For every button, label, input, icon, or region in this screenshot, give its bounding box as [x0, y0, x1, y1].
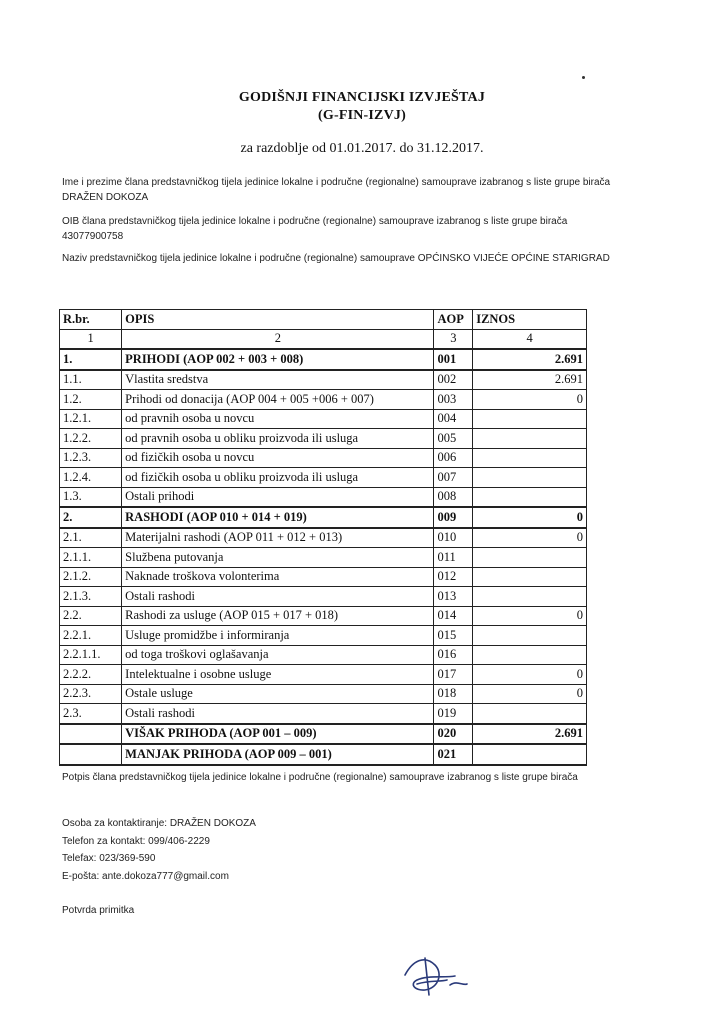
cell-iznos: 2.691 [473, 724, 587, 745]
cell-aop: 021 [434, 744, 473, 765]
table-row [60, 429, 587, 449]
cell-rbr: 1.1. [60, 370, 122, 390]
table-row [60, 528, 587, 548]
contact-fax: Telefax: 023/369-590 [62, 853, 156, 864]
col-number: 1 [60, 329, 122, 349]
cell-iznos [473, 487, 587, 507]
cell-opis: Službena putovanja [122, 548, 434, 568]
table-row [60, 507, 587, 528]
cell-rbr: 1.3. [60, 487, 122, 507]
table-row [60, 626, 587, 646]
member-oib-line: OIB člana predstavničkog tijela jedinice lokalne i područne (regionalne) samouprave izabranog s liste grupe birača 43077900758 [62, 216, 568, 242]
cell-aop: 006 [434, 448, 473, 468]
cell-opis: Intelektualne i osobne usluge [122, 665, 434, 685]
table-row [60, 744, 587, 765]
cell-iznos: 0 [473, 390, 587, 410]
col-number: 4 [473, 329, 587, 349]
cell-aop: 010 [434, 528, 473, 548]
cell-opis: Rashodi za usluge (AOP 015 + 017 + 018) [122, 606, 434, 626]
header-aop: AOP [434, 310, 473, 330]
col-number: 2 [122, 329, 434, 349]
table-row [60, 448, 587, 468]
receipt-confirmation: Potvrda primitka [62, 905, 135, 916]
cell-iznos: 0 [473, 684, 587, 704]
cell-opis: od toga troškovi oglašavanja [122, 645, 434, 665]
cell-opis: Naknade troškova volonterima [122, 567, 434, 587]
table-row [60, 606, 587, 626]
cell-opis: Ostali rashodi [122, 587, 434, 607]
cell-rbr: 2.1. [60, 528, 122, 548]
cell-aop: 014 [434, 606, 473, 626]
table-row [60, 468, 587, 488]
cell-iznos [473, 409, 587, 429]
cell-rbr [60, 724, 122, 745]
table-row [60, 645, 587, 665]
cell-rbr: 1.2.2. [60, 429, 122, 449]
cell-aop: 013 [434, 587, 473, 607]
cell-iznos: 2.691 [473, 349, 587, 370]
table-row [60, 548, 587, 568]
cell-aop: 019 [434, 704, 473, 724]
cell-opis: Vlastita sredstva [122, 370, 434, 390]
table-row [60, 390, 587, 410]
cell-aop: 005 [434, 429, 473, 449]
cell-opis: od pravnih osoba u novcu [122, 409, 434, 429]
cell-iznos: 0 [473, 528, 587, 548]
cell-opis: VIŠAK PRIHODA (AOP 001 – 009) [122, 724, 434, 745]
table-row [60, 724, 587, 745]
cell-rbr: 1.2. [60, 390, 122, 410]
cell-iznos [473, 645, 587, 665]
cell-rbr: 1. [60, 349, 122, 370]
cell-iznos [473, 587, 587, 607]
cell-rbr: 2.2.3. [60, 684, 122, 704]
cell-aop: 015 [434, 626, 473, 646]
cell-rbr: 1.2.1. [60, 409, 122, 429]
cell-opis: Ostale usluge [122, 684, 434, 704]
cell-rbr: 2.2.2. [60, 665, 122, 685]
cell-aop: 018 [434, 684, 473, 704]
cell-rbr: 2.1.3. [60, 587, 122, 607]
cell-aop: 007 [434, 468, 473, 488]
cell-rbr: 2.1.2. [60, 567, 122, 587]
col-number: 3 [434, 329, 473, 349]
header-opis: OPIS [122, 310, 434, 330]
cell-iznos: 0 [473, 665, 587, 685]
cell-iznos [473, 548, 587, 568]
cell-rbr: 2.2.1.1. [60, 645, 122, 665]
table-row [60, 567, 587, 587]
cell-aop: 001 [434, 349, 473, 370]
financial-table [59, 309, 587, 766]
cell-aop: 016 [434, 645, 473, 665]
table-header-row [60, 310, 587, 330]
cell-iznos [473, 429, 587, 449]
cell-opis: Materijalni rashodi (AOP 011 + 012 + 013) [122, 528, 434, 548]
cell-aop: 020 [434, 724, 473, 745]
contact-phone: Telefon za kontakt: 099/406-2229 [62, 835, 210, 847]
cell-opis: Prihodi od donacija (AOP 004 + 005 +006 + 007) [122, 390, 434, 410]
cell-opis: PRIHODI (AOP 002 + 003 + 008) [122, 349, 434, 370]
cell-iznos [473, 448, 587, 468]
cell-opis: Ostali prihodi [122, 487, 434, 507]
cell-aop: 009 [434, 507, 473, 528]
column-number-row [60, 329, 587, 349]
cell-aop: 002 [434, 370, 473, 390]
document-title: GODIŠNJI FINANCIJSKI IZVJEŠTAJ [238, 90, 486, 105]
cell-iznos: 0 [473, 606, 587, 626]
cell-iznos [473, 626, 587, 646]
cell-rbr: 1.2.3. [60, 448, 122, 468]
cell-rbr [60, 744, 122, 765]
cell-rbr: 2. [60, 507, 122, 528]
cell-opis: Usluge promidžbe i informiranja [122, 626, 434, 646]
cell-iznos [473, 567, 587, 587]
cell-iznos [473, 468, 587, 488]
header-rbr: R.br. [60, 310, 122, 330]
contact-block [62, 815, 256, 885]
table-row [60, 349, 587, 370]
table-body [60, 349, 587, 765]
table-row [60, 587, 587, 607]
cell-opis: Ostali rashodi [122, 704, 434, 724]
reporting-period: za razdoblje od 01.01.2017. do 31.12.2017. [240, 141, 484, 156]
contact-email: E-pošta: ante.dokoza777@gmail.com [62, 870, 229, 882]
cell-aop: 008 [434, 487, 473, 507]
cell-opis: RASHODI (AOP 010 + 014 + 019) [122, 507, 434, 528]
body-name-line: Naziv predstavničkog tijela jedinice lokalne i područne (regionalne) samouprave OPĆINSKO VIJEĆE OPĆINE STARIGRAD [62, 253, 610, 264]
contact-person: Osoba za kontaktiranje: DRAŽEN DOKOZA [62, 818, 256, 829]
cell-rbr: 2.1.1. [60, 548, 122, 568]
cell-opis: od pravnih osoba u obliku proizvoda ili usluga [122, 429, 434, 449]
cell-aop: 004 [434, 409, 473, 429]
header-iznos: IZNOS [473, 310, 587, 330]
cell-rbr: 2.2. [60, 606, 122, 626]
table-row [60, 665, 587, 685]
cell-rbr: 2.3. [60, 704, 122, 724]
cell-aop: 017 [434, 665, 473, 685]
cell-rbr: 2.2.1. [60, 626, 122, 646]
member-name-line: Ime i prezime člana predstavničkog tijela jedinice lokalne i područne (regionalne) samouprave izabranog s liste grupe birača DRAŽEN DOKOZA [62, 177, 611, 203]
table-row [60, 487, 587, 507]
table-row [60, 409, 587, 429]
cell-opis: od fizičkih osoba u obliku proizvoda ili usluga [122, 468, 434, 488]
table-row [60, 684, 587, 704]
cell-iznos [473, 744, 587, 765]
table-row [60, 704, 587, 724]
cell-opis: MANJAK PRIHODA (AOP 009 – 001) [122, 744, 434, 765]
cell-iznos: 0 [473, 507, 587, 528]
scan-speck [582, 76, 585, 79]
table-row [60, 370, 587, 390]
document-subtitle: (G-FIN-IZVJ) [318, 108, 406, 123]
cell-opis: od fizičkih osoba u novcu [122, 448, 434, 468]
cell-iznos: 2.691 [473, 370, 587, 390]
cell-aop: 011 [434, 548, 473, 568]
cell-iznos [473, 704, 587, 724]
handwritten-signature [395, 940, 475, 1000]
cell-rbr: 1.2.4. [60, 468, 122, 488]
cell-aop: 003 [434, 390, 473, 410]
signature-caption: Potpis člana predstavničkog tijela jedinice lokalne i područne (regionalne) samouprave izabranog s liste grupe birača [62, 772, 578, 783]
cell-aop: 012 [434, 567, 473, 587]
